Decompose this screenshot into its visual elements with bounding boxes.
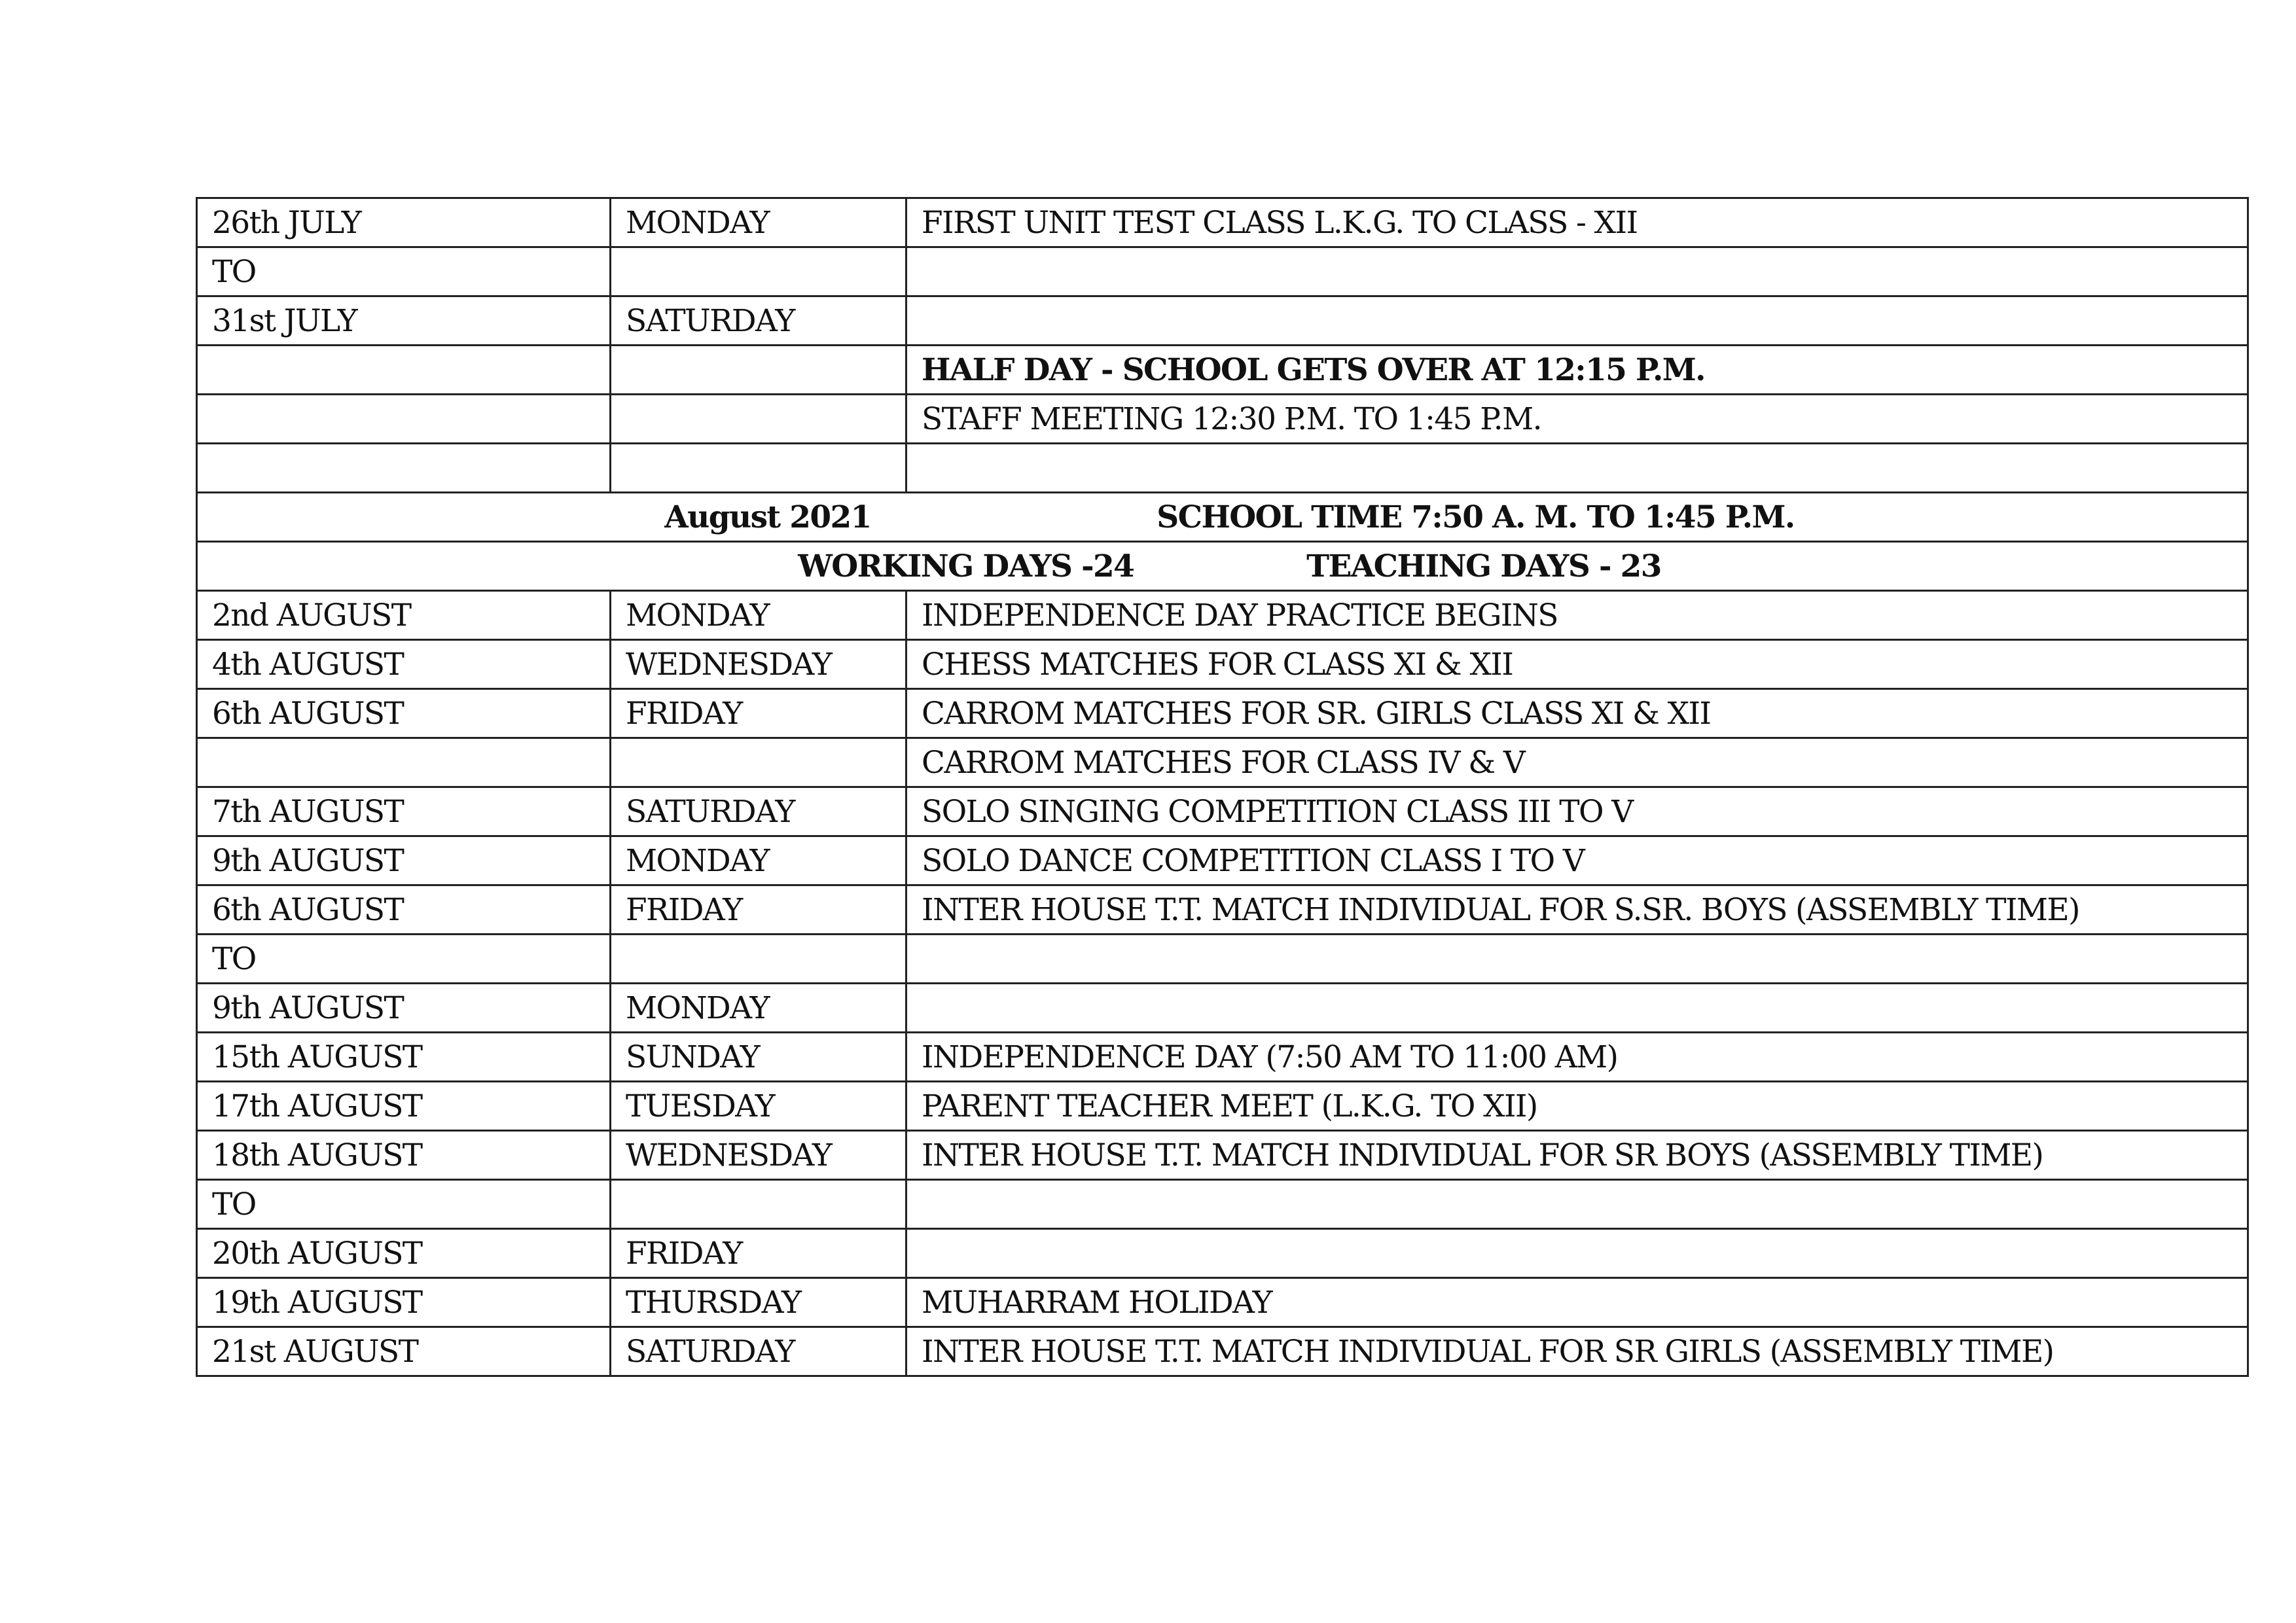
date-cell (197, 444, 611, 493)
day-cell: WEDNESDAY (611, 1131, 906, 1180)
days-count-row (197, 542, 2248, 591)
table-row (197, 787, 2248, 836)
date-cell: 21st AUGUST (197, 1327, 611, 1376)
table-row (197, 1082, 2248, 1131)
day-cell: SATURDAY (611, 1327, 906, 1376)
table-row (197, 640, 2248, 689)
day-cell (611, 444, 906, 493)
event-cell: INTER HOUSE T.T. MATCH INDIVIDUAL FOR SR BOYS (ASSEMBLY TIME) (906, 1131, 2248, 1180)
event-cell (906, 935, 2248, 984)
date-cell (197, 395, 611, 444)
date-cell: TO (197, 935, 611, 984)
event-cell: SOLO SINGING COMPETITION CLASS III TO V (906, 787, 2248, 836)
event-cell: CHESS MATCHES FOR CLASS XI & XII (906, 640, 2248, 689)
table-row (197, 1278, 2248, 1327)
date-cell: TO (197, 1180, 611, 1229)
day-cell (611, 395, 906, 444)
event-cell: SOLO DANCE COMPETITION CLASS I TO V (906, 836, 2248, 885)
event-cell: INTER HOUSE T.T. MATCH INDIVIDUAL FOR S.SR. BOYS (ASSEMBLY TIME) (906, 885, 2248, 935)
table-row (197, 984, 2248, 1033)
event-cell: HALF DAY - SCHOOL GETS OVER AT 12:15 P.M. (906, 346, 2248, 395)
day-cell: FRIDAY (611, 1229, 906, 1278)
day-cell (611, 935, 906, 984)
event-cell (906, 296, 2248, 346)
event-cell (906, 1180, 2248, 1229)
day-cell (611, 1180, 906, 1229)
date-cell: 17th AUGUST (197, 1082, 611, 1131)
day-cell: MONDAY (611, 836, 906, 885)
table-row (197, 346, 2248, 395)
day-cell: SUNDAY (611, 1033, 906, 1082)
table-row (197, 1327, 2248, 1376)
date-cell: TO (197, 247, 611, 296)
table-row (197, 591, 2248, 640)
day-cell: MONDAY (611, 198, 906, 247)
event-cell: PARENT TEACHER MEET (L.K.G. TO XII) (906, 1082, 2248, 1131)
date-cell: 26th JULY (197, 198, 611, 247)
event-cell: CARROM MATCHES FOR CLASS IV & V (906, 738, 2248, 787)
event-cell (906, 444, 2248, 493)
day-cell: MONDAY (611, 591, 906, 640)
school-time: SCHOOL TIME 7:50 A. M. TO 1:45 P.M. (1157, 499, 1795, 535)
day-cell: FRIDAY (611, 689, 906, 738)
event-cell (906, 247, 2248, 296)
event-cell: FIRST UNIT TEST CLASS L.K.G. TO CLASS - XII (906, 198, 2248, 247)
table-row (197, 738, 2248, 787)
date-cell: 18th AUGUST (197, 1131, 611, 1180)
working-days: WORKING DAYS -24 (798, 548, 1134, 584)
day-cell: FRIDAY (611, 885, 906, 935)
event-cell: INDEPENDENCE DAY PRACTICE BEGINS (906, 591, 2248, 640)
day-cell: MONDAY (611, 984, 906, 1033)
date-cell: 7th AUGUST (197, 787, 611, 836)
date-cell (197, 738, 611, 787)
month-title: August 2021 (664, 499, 871, 535)
date-cell: 19th AUGUST (197, 1278, 611, 1327)
day-cell: SATURDAY (611, 296, 906, 346)
event-cell (906, 1229, 2248, 1278)
date-cell: 6th AUGUST (197, 689, 611, 738)
date-cell: 20th AUGUST (197, 1229, 611, 1278)
month-header-row (197, 493, 2248, 542)
date-cell (197, 346, 611, 395)
teaching-days: TEACHING DAYS - 23 (1306, 548, 1661, 584)
date-cell: 2nd AUGUST (197, 591, 611, 640)
day-cell (611, 738, 906, 787)
day-cell (611, 247, 906, 296)
event-cell: INDEPENDENCE DAY (7:50 AM TO 11:00 AM) (906, 1033, 2248, 1082)
table-row (197, 1131, 2248, 1180)
table-row (197, 1033, 2248, 1082)
schedule-table (196, 197, 2249, 1377)
day-cell: TUESDAY (611, 1082, 906, 1131)
event-cell: STAFF MEETING 12:30 P.M. TO 1:45 P.M. (906, 395, 2248, 444)
table-row (197, 198, 2248, 247)
date-cell: 9th AUGUST (197, 984, 611, 1033)
table-row (197, 935, 2248, 984)
table-row (197, 1180, 2248, 1229)
table-row (197, 444, 2248, 493)
table-row (197, 885, 2248, 935)
august-header (197, 493, 2248, 591)
event-cell: MUHARRAM HOLIDAY (906, 1278, 2248, 1327)
day-cell: WEDNESDAY (611, 640, 906, 689)
date-cell: 31st JULY (197, 296, 611, 346)
day-cell: THURSDAY (611, 1278, 906, 1327)
date-cell: 9th AUGUST (197, 836, 611, 885)
table-row (197, 247, 2248, 296)
event-cell: INTER HOUSE T.T. MATCH INDIVIDUAL FOR SR GIRLS (ASSEMBLY TIME) (906, 1327, 2248, 1376)
table-row (197, 836, 2248, 885)
table-row (197, 689, 2248, 738)
event-cell: CARROM MATCHES FOR SR. GIRLS CLASS XI & XII (906, 689, 2248, 738)
july-rows (197, 198, 2248, 493)
date-cell: 4th AUGUST (197, 640, 611, 689)
date-cell: 6th AUGUST (197, 885, 611, 935)
august-rows (197, 591, 2248, 1376)
table-row (197, 296, 2248, 346)
table-row (197, 395, 2248, 444)
event-cell (906, 984, 2248, 1033)
table-row (197, 1229, 2248, 1278)
date-cell: 15th AUGUST (197, 1033, 611, 1082)
day-cell: SATURDAY (611, 787, 906, 836)
day-cell (611, 346, 906, 395)
